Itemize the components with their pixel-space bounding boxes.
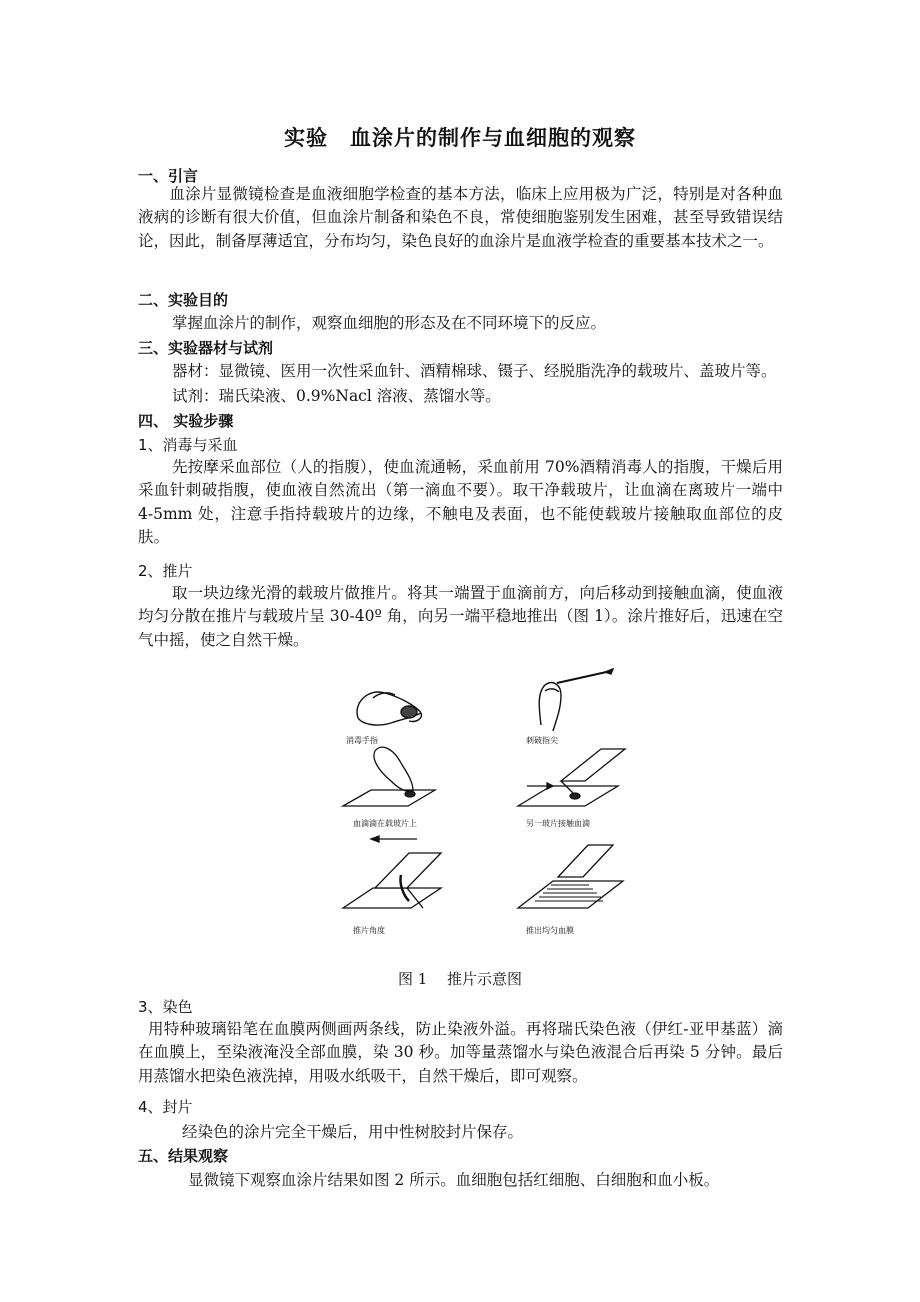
step2-heading: 2、推片 — [138, 562, 193, 580]
even-blood-film-illustration — [518, 845, 623, 908]
finger-disinfect-illustration — [357, 692, 421, 725]
page-title: 实验 血涂片的制作与血细胞的观察 — [284, 126, 636, 150]
results-paragraph: 显微镜下观察血涂片结果如图 2 所示。血细胞包括红细胞、白细胞和血小板。 — [188, 1171, 720, 1189]
step4-paragraph: 经染色的涂片完全干燥后，用中性树胶封片保存。 — [182, 1123, 524, 1141]
section-heading-procedure: 四、 实验步骤 — [138, 412, 234, 430]
figure-smear-diagram — [313, 663, 646, 945]
step1-paragraph: 先按摩采血部位（人的指腹），使血流通畅，采血前用 70%酒精消毒人的指腹，干燥后用采血针刺破指腹，使血液自然流出（第一滴血不要）。取干净载玻片，让血滴在离玻片一端中 4-5mm 处，注意手指持载玻片的边缘，不触电及表面，也不能使载玻片接触取血部位的皮肤。 — [138, 458, 783, 546]
section-heading-results: 五、结果观察 — [138, 1147, 229, 1165]
purpose-paragraph: 掌握血涂片的制作，观察血细胞的形态及在不同环境下的反应。 — [172, 314, 607, 332]
figure-label: 刺破指尖 — [526, 736, 558, 745]
step3-heading: 3、染色 — [138, 998, 193, 1016]
intro-paragraph: 血涂片显微镜检查是血液细胞学检查的基本方法，临床上应用极为广泛，特别是对各种血液病的诊断有很大价值，但血涂片制备和染色不良，常使细胞鉴别发生困难，甚至导致错误结论，因此，制备厚薄适宜，分布均匀，染色良好的血涂片是血液学检查的重要基本技术之一。 — [138, 185, 783, 250]
step4-heading: 4、封片 — [138, 1098, 193, 1116]
section-heading-intro: 一、引言 — [138, 167, 199, 185]
finger-puncture-illustration — [539, 669, 613, 731]
figure-label: 推片角度 — [353, 926, 385, 935]
smear-angle-illustration — [343, 836, 441, 908]
figure-label: 推出均匀血膜 — [526, 926, 574, 935]
figure-label: 消毒手指 — [346, 736, 378, 745]
step1-heading: 1、消毒与采血 — [138, 436, 238, 454]
section-heading-purpose: 二、实验目的 — [138, 291, 229, 309]
figure-label: 血滴滴在载玻片上 — [353, 819, 417, 828]
section-heading-materials: 三、实验器材与试剂 — [138, 339, 274, 357]
reagents-line: 试剂：瑞氏染液、0.9%Nacl 溶液、蒸馏水等。 — [172, 387, 501, 405]
figure-label: 另一玻片接触血滴 — [526, 819, 590, 828]
equipment-line: 器材：显微镜、医用一次性采血针、酒精棉球、镊子、经脱脂洗净的载玻片、盖玻片等。 — [172, 362, 777, 380]
figure-svg — [313, 663, 646, 945]
step2-paragraph: 取一块边缘光滑的载玻片做推片。将其一端置于血滴前方，向后移动到接触血滴，使血液均匀分散在推片与载玻片呈 30-40º 角，向另一端平稳地推出（图 1）。涂片推好后，迅速在空气中摇，使之自然干燥。 — [138, 584, 783, 649]
step3-paragraph: 用特种玻璃铅笔在血膜两侧画两条线，防止染液外溢。再将瑞氏染色液（伊红-亚甲基蓝）滴在血膜上，至染液淹没全部血膜，染 30 秒。加等量蒸馏水与染色液混合后再染 5 分钟。最后用蒸馏水把染色液洗掉，用吸水纸吸干，自然干燥后，即可观察。 — [138, 1020, 783, 1085]
blood-drop-slide-illustration — [343, 747, 435, 806]
figure-caption: 图 1 推片示意图 — [397, 970, 523, 988]
slide-touch-drop-illustration — [518, 749, 625, 806]
